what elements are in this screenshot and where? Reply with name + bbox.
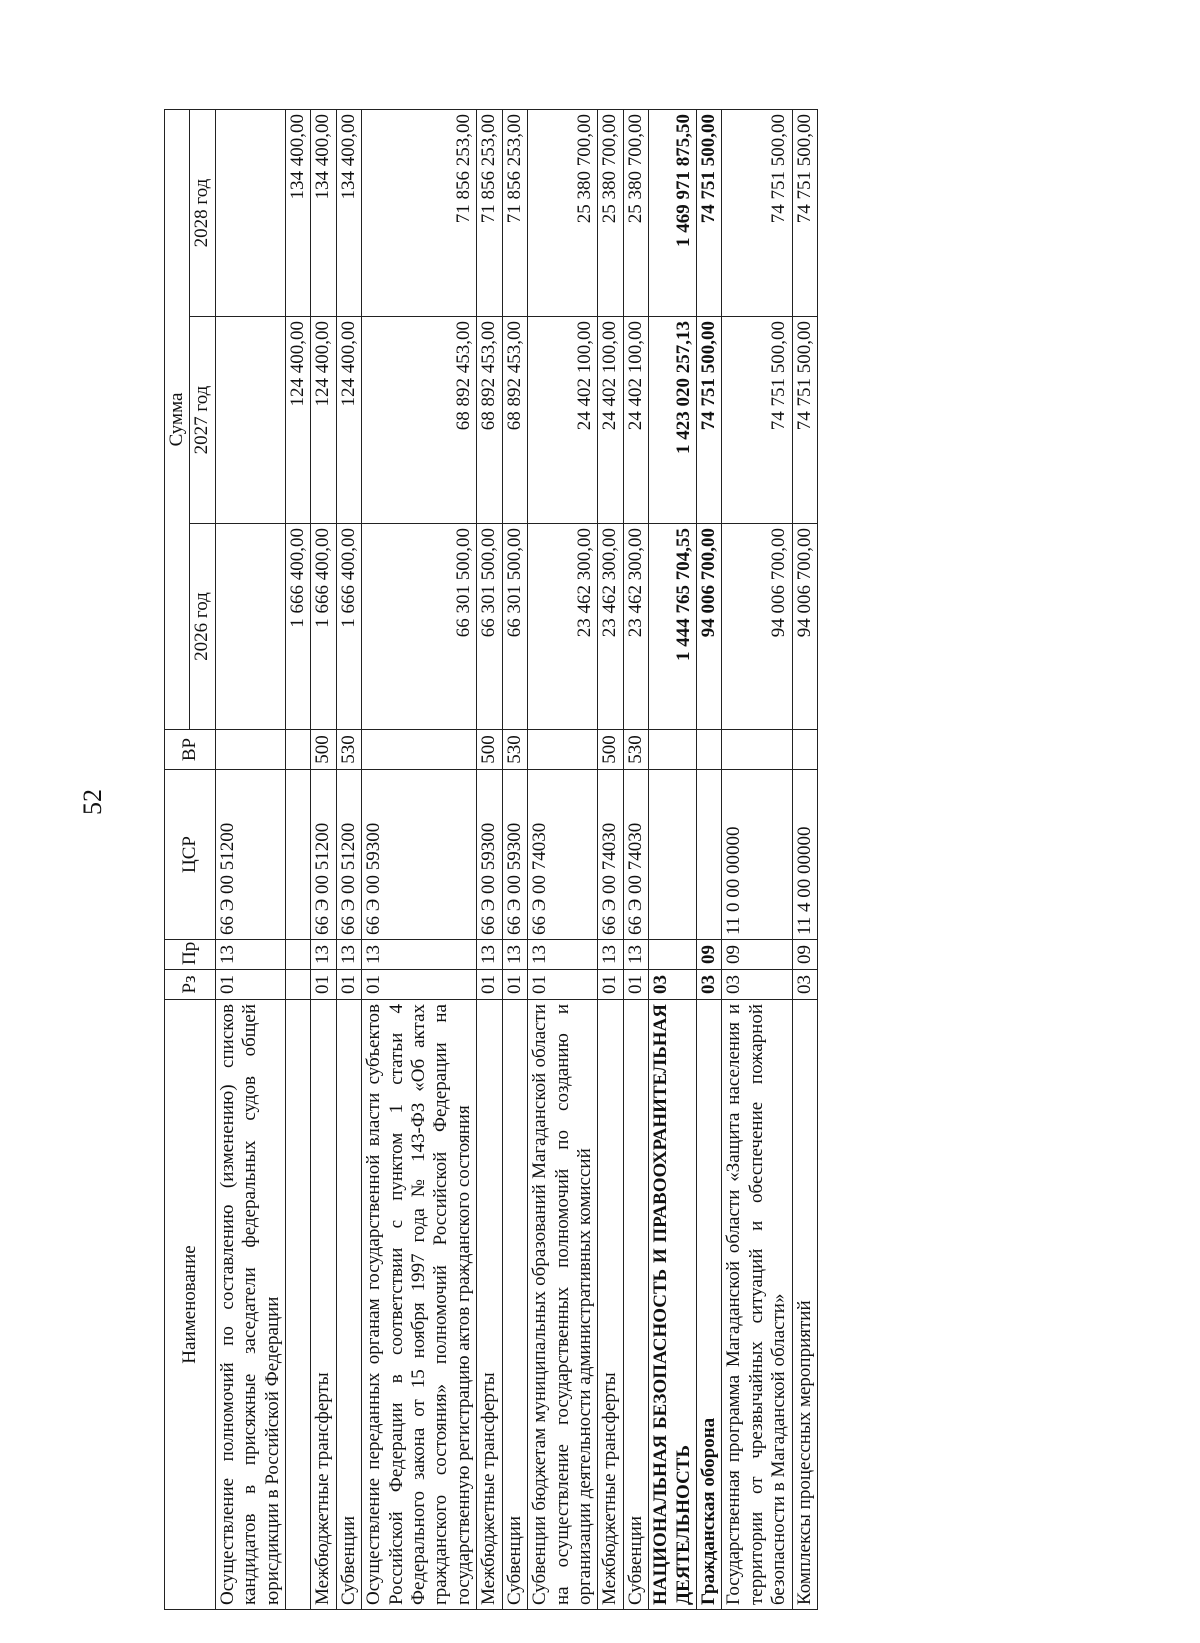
cell-rz: 01 [528,970,598,1000]
cell-2026: 66 301 500,00 [477,524,502,730]
header-sum: Сумма [165,110,190,730]
cell-name: Комплексы процессных мероприятий [792,1000,817,1610]
cell-2026: 94 006 700,00 [722,524,792,730]
cell-name: Осуществление полномочий по составлению (изменению) списков кандидатов в присяжные заседатели федеральных судов общей юрисдикции в Российской Федерации [215,1000,285,1610]
cell-2026: 66 301 500,00 [362,524,477,730]
header-vr: ВР [165,730,216,770]
cell-rz: 01 [311,970,336,1000]
cell-rz: 01 [623,970,648,1000]
cell-csr: 66 Э 00 51200 [336,770,361,940]
cell-pr: 13 [598,940,623,970]
cell-csr: 66 Э 00 51200 [311,770,336,940]
header-csr: ЦСР [165,770,216,940]
table-row [336,110,361,1610]
cell-vr: 500 [477,730,502,770]
cell-2027: 68 892 453,00 [477,317,502,524]
cell-csr: 66 Э 00 74030 [598,770,623,940]
cell-csr: 11 0 00 00000 [722,770,792,940]
cell-pr: 13 [502,940,527,970]
cell-rz: 01 [336,970,361,1000]
cell-pr [649,940,697,970]
table-row [649,110,697,1610]
rotated-budget-table [164,110,994,1610]
header-2026: 2026 год [190,524,215,730]
cell-2028: 1 469 971 875,50 [649,110,697,317]
cell-name [286,1000,311,1610]
cell-pr [286,940,311,970]
cell-2026: 23 462 300,00 [598,524,623,730]
cell-csr [649,770,697,940]
cell-rz: 03 [649,970,697,1000]
cell-rz [286,970,311,1000]
cell-2028: 134 400,00 [336,110,361,317]
cell-2026: 23 462 300,00 [623,524,648,730]
cell-2028: 74 751 500,00 [696,110,721,317]
table-row [362,110,477,1610]
cell-2028: 74 751 500,00 [792,110,817,317]
cell-csr: 66 Э 00 74030 [623,770,648,940]
cell-2027: 124 400,00 [336,317,361,524]
cell-rz: 01 [362,970,477,1000]
cell-2027: 24 402 100,00 [623,317,648,524]
cell-2028: 71 856 253,00 [362,110,477,317]
cell-name: Субвенции [502,1000,527,1610]
cell-rz: 01 [477,970,502,1000]
cell-2028: 134 400,00 [311,110,336,317]
cell-pr: 09 [722,940,792,970]
cell-name: НАЦИОНАЛЬНАЯ БЕЗОПАСНОСТЬ И ПРАВООХРАНИТЕЛЬНАЯ ДЕЯТЕЛЬНОСТЬ [649,1000,697,1610]
cell-2026: 1 666 400,00 [311,524,336,730]
cell-2027: 1 423 020 257,13 [649,317,697,524]
cell-csr: 11 4 00 00000 [792,770,817,940]
cell-2027: 74 751 500,00 [696,317,721,524]
cell-csr [696,770,721,940]
cell-name: Субвенции [623,1000,648,1610]
cell-pr: 13 [311,940,336,970]
cell-2028 [215,110,285,317]
table-row [598,110,623,1610]
table-row [528,110,598,1610]
cell-2027: 24 402 100,00 [598,317,623,524]
cell-rz: 03 [792,970,817,1000]
cell-pr: 13 [336,940,361,970]
cell-name: Межбюджетные трансферты [598,1000,623,1610]
cell-pr: 13 [362,940,477,970]
cell-pr: 09 [696,940,721,970]
header-2028: 2028 год [190,110,215,317]
table-row [623,110,648,1610]
cell-2026: 94 006 700,00 [792,524,817,730]
cell-2027 [215,317,285,524]
cell-vr: 500 [598,730,623,770]
cell-2027: 124 400,00 [286,317,311,524]
cell-name: Межбюджетные трансферты [311,1000,336,1610]
page-number: 52 [78,789,107,815]
cell-csr: 66 Э 00 51200 [215,770,285,940]
table-row [286,110,311,1610]
cell-2027: 74 751 500,00 [722,317,792,524]
cell-rz: 01 [598,970,623,1000]
cell-vr [362,730,477,770]
cell-name: Государственная программа Магаданской области «Защита населения и территории от чрезвычайных ситуаций и обеспечение пожарной безопасности в Магаданской области» [722,1000,792,1610]
table-body [215,110,817,1610]
cell-vr [215,730,285,770]
cell-pr: 09 [792,940,817,970]
table-row [502,110,527,1610]
table-row [477,110,502,1610]
cell-2027: 124 400,00 [311,317,336,524]
cell-pr: 13 [215,940,285,970]
cell-2026: 1 444 765 704,55 [649,524,697,730]
cell-2026: 66 301 500,00 [502,524,527,730]
budget-table [164,109,818,1610]
cell-rz: 03 [696,970,721,1000]
cell-name: Межбюджетные трансферты [477,1000,502,1610]
cell-pr: 13 [623,940,648,970]
cell-2028: 71 856 253,00 [502,110,527,317]
header-rz: Рз [165,970,216,1000]
cell-2028: 25 380 700,00 [598,110,623,317]
cell-vr: 530 [336,730,361,770]
cell-vr [722,730,792,770]
cell-2026: 23 462 300,00 [528,524,598,730]
cell-2026 [215,524,285,730]
cell-name: Гражданская оборона [696,1000,721,1610]
cell-csr: 66 Э 00 59300 [362,770,477,940]
table-row [722,110,792,1610]
cell-2026: 1 666 400,00 [336,524,361,730]
cell-2027: 24 402 100,00 [528,317,598,524]
table-row [792,110,817,1610]
cell-rz: 01 [502,970,527,1000]
cell-2028: 25 380 700,00 [623,110,648,317]
cell-vr: 500 [311,730,336,770]
cell-csr: 66 Э 00 59300 [477,770,502,940]
table-row [696,110,721,1610]
cell-rz: 03 [722,970,792,1000]
cell-csr [286,770,311,940]
table-row [215,110,285,1610]
header-pr: Пр [165,940,216,970]
cell-2026: 1 666 400,00 [286,524,311,730]
cell-name: Субвенции бюджетам муниципальных образований Магаданской области на осуществление государственных полномочий по созданию и организации деятельности административных комиссий [528,1000,598,1610]
cell-vr [696,730,721,770]
table-row [311,110,336,1610]
cell-pr: 13 [528,940,598,970]
cell-vr [649,730,697,770]
header-name: Наименование [165,1000,216,1610]
cell-2027: 74 751 500,00 [792,317,817,524]
cell-2027: 68 892 453,00 [502,317,527,524]
header-2027: 2027 год [190,317,215,524]
cell-vr: 530 [502,730,527,770]
cell-vr [286,730,311,770]
cell-2028: 134 400,00 [286,110,311,317]
cell-pr: 13 [477,940,502,970]
cell-2026: 94 006 700,00 [696,524,721,730]
cell-2028: 71 856 253,00 [477,110,502,317]
cell-2027: 68 892 453,00 [362,317,477,524]
cell-vr [792,730,817,770]
table-header [165,110,216,1610]
cell-2028: 74 751 500,00 [722,110,792,317]
cell-name: Субвенции [336,1000,361,1610]
cell-vr [528,730,598,770]
cell-2028: 25 380 700,00 [528,110,598,317]
cell-rz: 01 [215,970,285,1000]
cell-csr: 66 Э 00 59300 [502,770,527,940]
cell-name: Осуществление переданных органам государственной власти субъектов Российской Федерации в соответствии с пунктом 1 статьи 4 Федерального закона от 15 ноября 1997 года № 143-ФЗ «Об актах гражданского состояния» полномочий Российской Федерации на государственную регистрацию актов гражданского состояния [362,1000,477,1610]
cell-vr: 530 [623,730,648,770]
cell-csr: 66 Э 00 74030 [528,770,598,940]
